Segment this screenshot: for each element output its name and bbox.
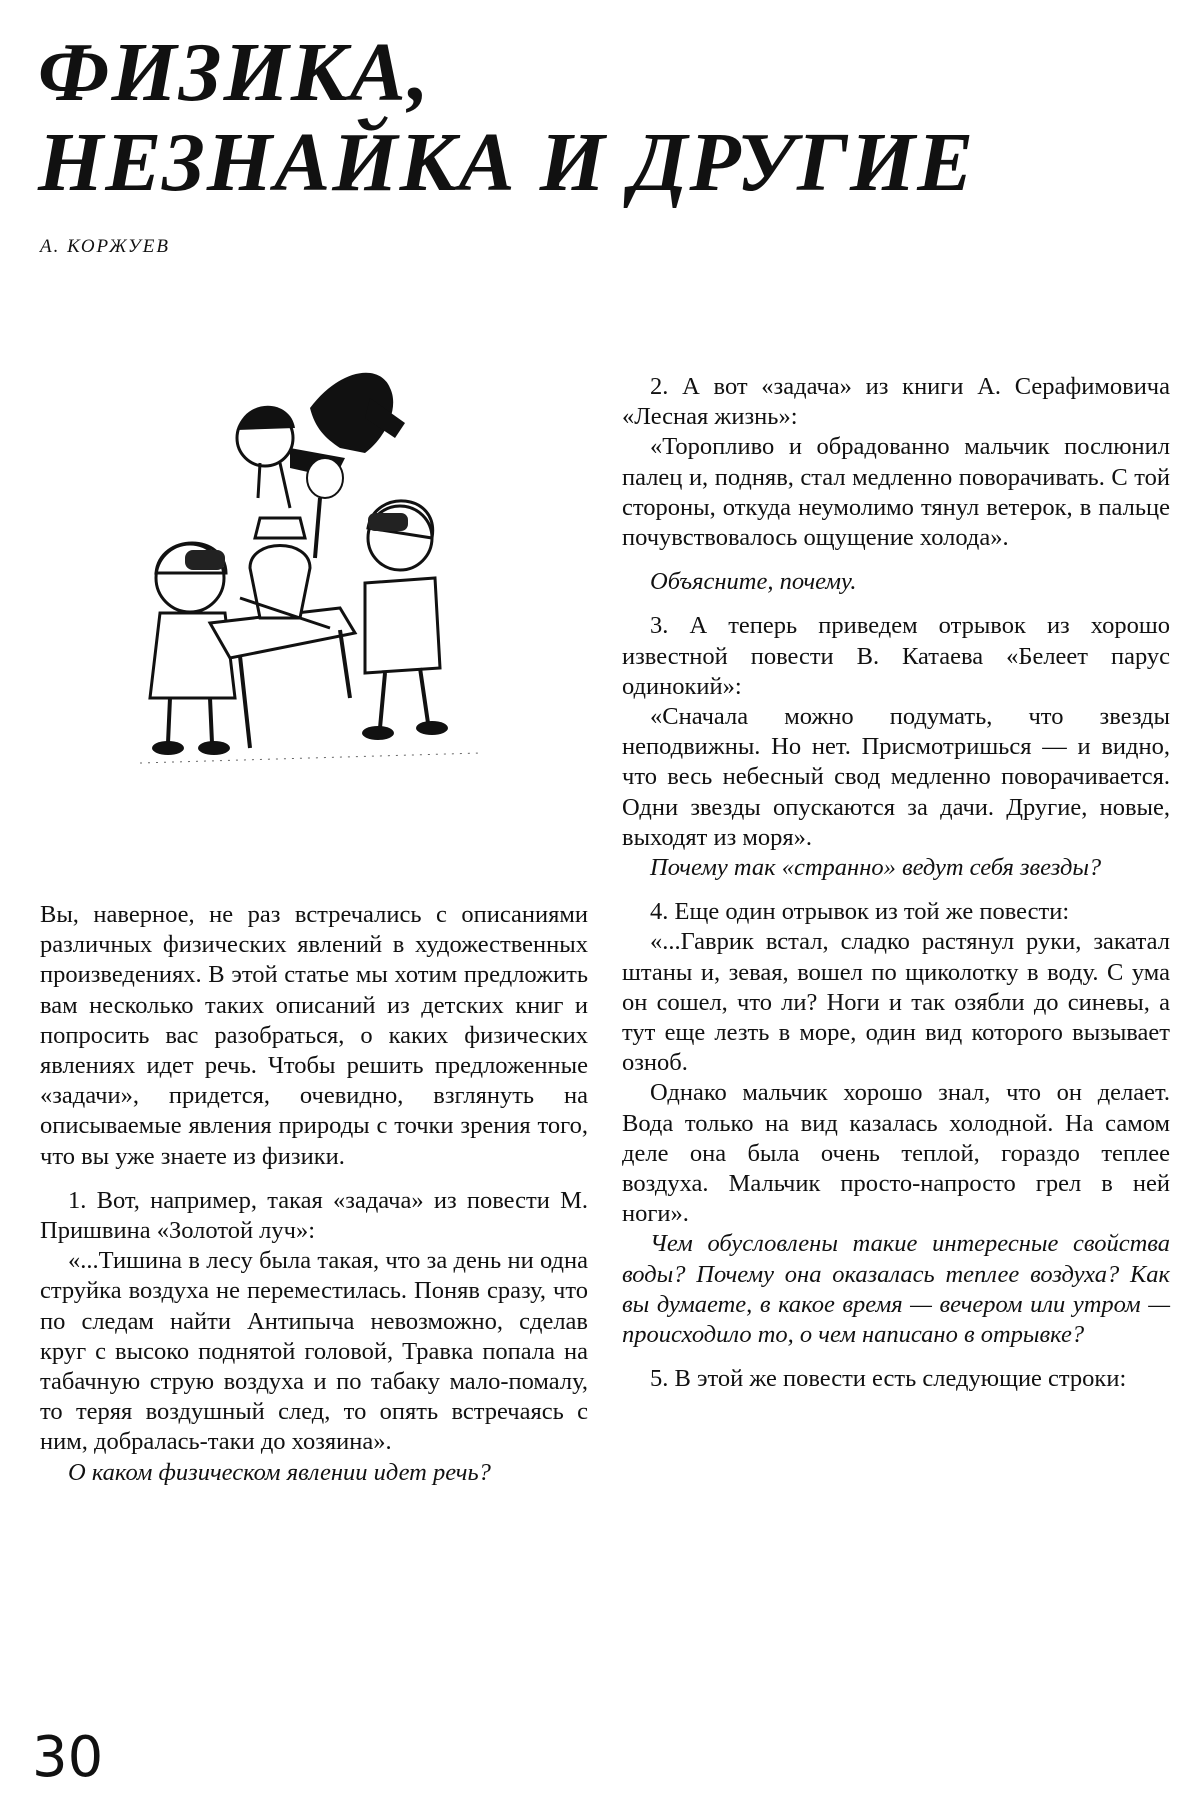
item4-question: Чем обусловлены такие интересные свойства воды? Почему она оказалась теплее воздуха? Как вы думаете, в какое время — вечером или утром — происходило то, о чем написано в отрывке? — [622, 1230, 1170, 1349]
item4-quote-part1: «...Гаврик встал, сладко растянул руки, закатал штаны и, зевая, вошел по щиколотку в воду. С ума он сошел, что ли? Ноги и так озябли до синевы, а тут еще лезть в море, один вид которого вызывает озноб. — [622, 928, 1170, 1077]
item3-question: Почему так «странно» ведут себя звезды? — [650, 854, 1102, 882]
title-line-2: НЕЗНАЙКА И ДРУГИЕ — [38, 116, 976, 209]
item2-question: Объясните, почему. — [650, 568, 857, 596]
children-samovar-illustration-icon — [140, 368, 500, 808]
samovar-table-icon — [210, 458, 355, 748]
item1-question: О каком физическом явлении идет речь? — [68, 1458, 491, 1486]
item5-intro: 5. В этой же повести есть следующие строки: — [650, 1365, 1127, 1393]
intro-paragraph: Вы, наверное, не раз встречались с описаниями различных физических явлений в художественных произведениях. В этой статье мы хотим предложить вам несколько таких описаний из детских книг и попросить вас разобраться, о каких физических явлениях идет речь. Чтобы решить предложенные «задачи», придется, очевидно, взглянуть на описываемые явления природы с точки зрения того, что вы уже знаете из физики. — [40, 901, 588, 1170]
item4-intro: 4. Еще один отрывок из той же повести: — [650, 898, 1070, 926]
left-child-icon — [150, 543, 235, 755]
right-column — [622, 372, 1170, 1395]
item1-intro: 1. Вот, например, такая «задача» из повести М. Пришвина «Золотой луч»: — [40, 1186, 588, 1245]
item2-intro: 2. А вот «задача» из книги А. Серафимовича «Лесная жизнь»: — [622, 373, 1170, 431]
item2-quote: «Торопливо и обрадованно мальчик послюнил палец и, подняв, стал медленно поворачивать. С той стороны, откуда неумолимо тянул ветерок, в пальце почувствовалось ощущение холода». — [622, 433, 1170, 552]
author-name: А. КОРЖУЕВ — [40, 236, 170, 257]
right-child-icon — [362, 501, 448, 740]
item4-quote-part2: Однако мальчик хорошо знал, что он делает. Вода только на вид казалась холодной. На самом деле она была очень теплой, гораздо теплее воздуха. Мальчик просто-напросто грел в ней ноги». — [622, 1079, 1170, 1228]
item1-quote: «...Тишина в лесу была такая, что за день ни одна струйка воздуха не переместилась. Поняв сразу, что по следам найти Антипыча невозможно, сделав круг с высоко поднятой головой, Травка попала на табачную струю воздуха и по табаку мало-помалу, то теряя воздушный след, то опять встречаясь с ним, добралась-таки до хозяина». — [40, 1247, 588, 1456]
page-number: 30 — [32, 1725, 104, 1790]
item3-quote: «Сначала можно подумать, что звезды неподвижны. Но нет. Присмотришься — и видно, что весь небесный свод медленно поворачивается. Одни звезды опускаются за дачи. Другие, новые, выходят из моря». — [622, 703, 1170, 851]
left-column — [40, 900, 588, 1488]
item3-intro: 3. А теперь приведем отрывок из хорошо известной повести В. Катаева «Белеет парус одинокий»: — [622, 612, 1170, 700]
article-title — [38, 28, 975, 208]
title-line-1: ФИЗИКА, — [38, 26, 431, 119]
